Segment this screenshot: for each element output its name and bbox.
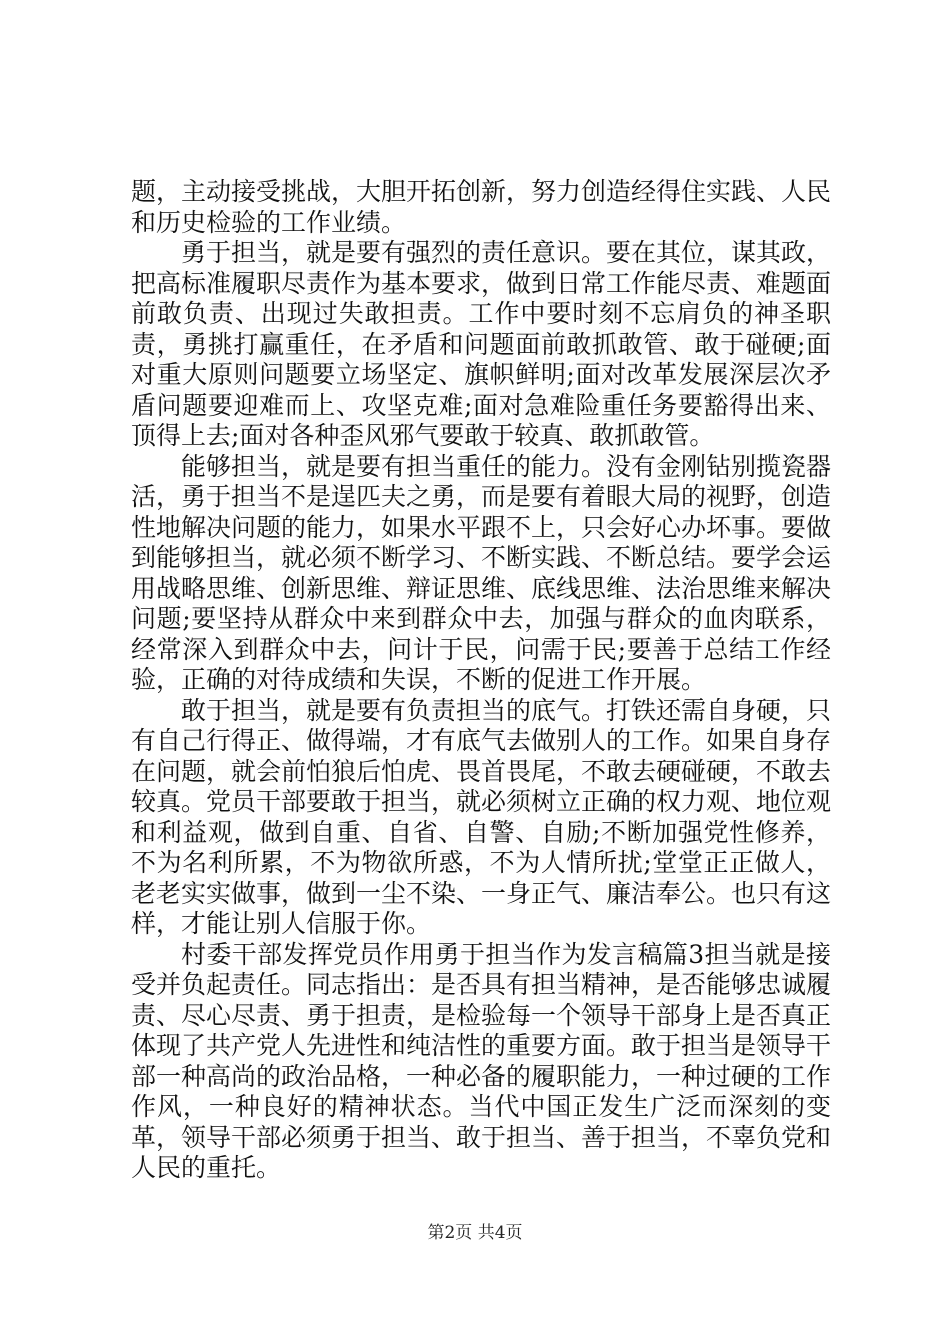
document-body: [131, 177, 831, 1184]
paragraph-ability-to-take-responsibility: 能够担当，就是要有担当重任的能力。没有金刚钻别揽瓷器活，勇于担当不是逞匹夫之勇，而是要有着眼大局的视野，创造性地解决问题的能力，如果水平跟不上，只会好心办坏事。要做到能够担当，就必须不断学习、不断实践、不断总结。要学会运用战略思维、创新思维、辩证思维、底线思维、法治思维来解决问题;要坚持从群众中来到群众中去，加强与群众的血肉联系，经常深入到群众中去，问计于民，问需于民;要善于总结工作经验，正确的对待成绩和失误，不断的促进工作开展。: [131, 451, 832, 694]
paragraph-speech-part-3: 村委干部发挥党员作用勇于担当作为发言稿篇3担当就是接受并负起责任。同志指出：是否具有担当精神，是否能够忠诚履责、尽心尽责、勇于担责，是检验每一个领导干部身上是否真正体现了共产党人先进性和纯洁性的重要方面。敢于担当是领导干部一种高尚的政治品格，一种必备的履职能力，一种过硬的工作作风，一种良好的精神状态。当代中国正发生广泛而深刻的变革，领导干部必须勇于担当、敢于担当、善于担当，不辜负党和人民的重托。: [131, 939, 832, 1182]
paragraph-confidence-to-take-responsibility: 敢于担当，就是要有负责担当的底气。打铁还需自身硬，只有自己行得正、做得端，才有底气去做别人的工作。如果自身存在问题，就会前怕狼后怕虎、畏首畏尾，不敢去硬碰硬，不敢去较真。党员干部要敢于担当，就必须树立正确的权力观、地位观和利益观，做到自重、自省、自警、自励;不断加强党性修养，不为名利所累，不为物欲所惑，不为人情所扰;堂堂正正做人，老老实实做事，做到一尘不染、一身正气、廉洁奉公。也只有这样，才能让别人信服于你。: [131, 695, 832, 938]
paragraph-courage-to-take-responsibility: 勇于担当，就是要有强烈的责任意识。要在其位，谋其政，把高标准履职尽责作为基本要求，做到日常工作能尽责、难题面前敢负责、出现过失敢担责。工作中要时刻不忘肩负的神圣职责，勇挑打赢重任，在矛盾和问题面前敢抓敢管、敢于碰硬;面对重大原则问题要立场坚定、旗帜鲜明;面对改革发展深层次矛盾问题要迎难而上、攻坚克难;面对急难险重任务要豁得出来、顶得上去;面对各种歪风邪气要敢于较真、敢抓敢管。: [131, 238, 832, 450]
paragraph-continuation: 题，主动接受挑战，大胆开拓创新，努力创造经得住实践、人民和历史检验的工作业绩。: [131, 177, 832, 237]
page-number-footer: 第2页 共4页: [427, 1223, 523, 1243]
